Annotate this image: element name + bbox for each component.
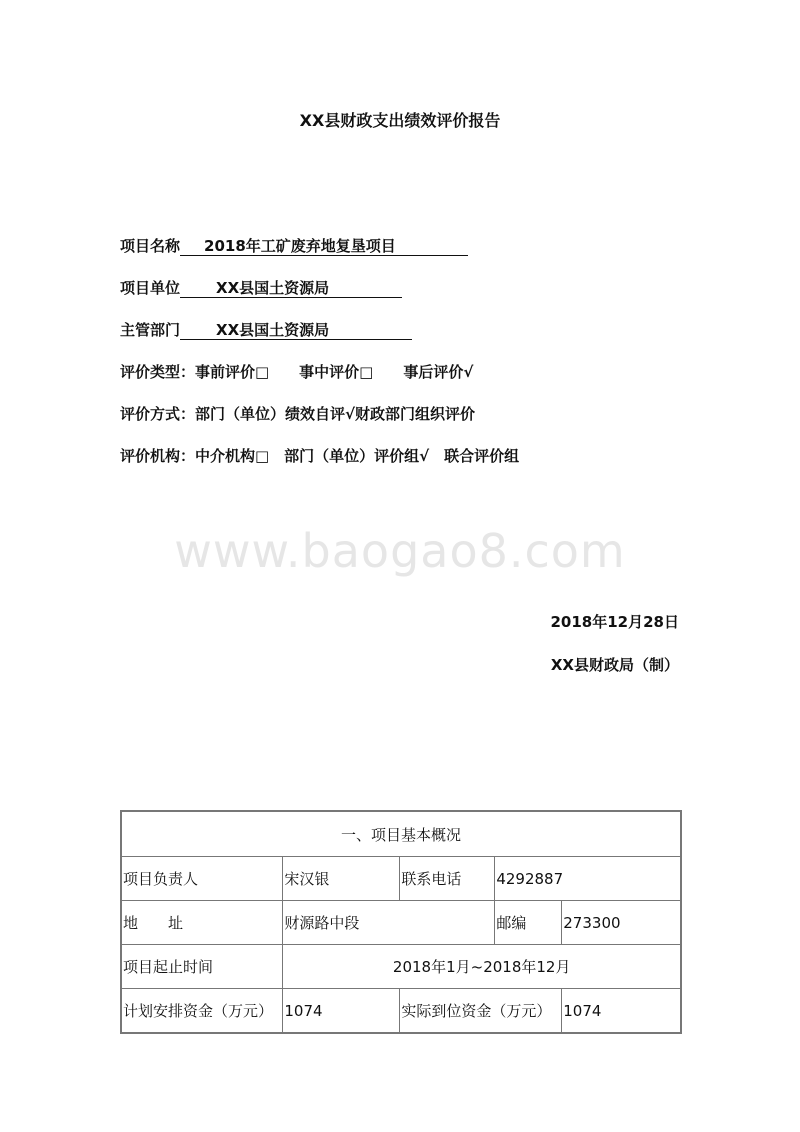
- supervisor-value: XX县国土资源局: [180, 321, 412, 340]
- leader-label: 项目负责人: [121, 857, 283, 901]
- supervisor-line: [120, 319, 412, 340]
- postcode-label: 邮编: [495, 901, 562, 945]
- eval-agency-line: 评价机构：中介机构□ 部门（单位）评价组√ 联合评价组: [120, 447, 520, 465]
- phone-label: 联系电话: [400, 857, 495, 901]
- report-title: XX县财政支出绩效评价报告: [299, 111, 501, 130]
- table-row: [121, 945, 681, 989]
- watermark: www.baogao8.com: [174, 524, 626, 578]
- table-row: [121, 857, 681, 901]
- postcode-value: 273300: [562, 901, 681, 945]
- project-unit-line: [120, 277, 402, 298]
- actual-funds-value: 1074: [562, 989, 681, 1034]
- basic-info-table: [120, 810, 682, 1034]
- project-unit-label: 项目单位: [120, 279, 181, 297]
- supervisor-label: 主管部门: [120, 321, 181, 339]
- table-header: 一、项目基本概况: [121, 811, 681, 857]
- project-name-value: 2018年工矿废弃地复垦项目: [180, 237, 468, 256]
- period-value: 2018年1月~2018年12月: [283, 945, 681, 989]
- table-row: [121, 901, 681, 945]
- leader-value: 宋汉银: [283, 857, 400, 901]
- table-row: [121, 989, 681, 1034]
- period-label: 项目起止时间: [121, 945, 283, 989]
- planned-funds-label: 计划安排资金（万元）: [121, 989, 283, 1034]
- actual-funds-label: 实际到位资金（万元）: [400, 989, 562, 1034]
- phone-value: 4292887: [495, 857, 681, 901]
- table-header-row: [121, 811, 681, 857]
- address-value: 财源路中段: [283, 901, 495, 945]
- project-name-line: [120, 235, 468, 256]
- project-name-label: 项目名称: [120, 237, 181, 255]
- issuer: XX县财政局（制）: [550, 656, 679, 674]
- report-date: 2018年12月28日: [550, 613, 679, 631]
- eval-method-line: 评价方式：部门（单位）绩效自评√财政部门组织评价: [120, 405, 476, 423]
- address-label: 地 址: [121, 901, 283, 945]
- planned-funds-value: 1074: [283, 989, 400, 1034]
- eval-type-line: 评价类型：事前评价□ 事中评价□ 事后评价√: [120, 363, 474, 381]
- project-unit-value: XX县国土资源局: [180, 279, 402, 298]
